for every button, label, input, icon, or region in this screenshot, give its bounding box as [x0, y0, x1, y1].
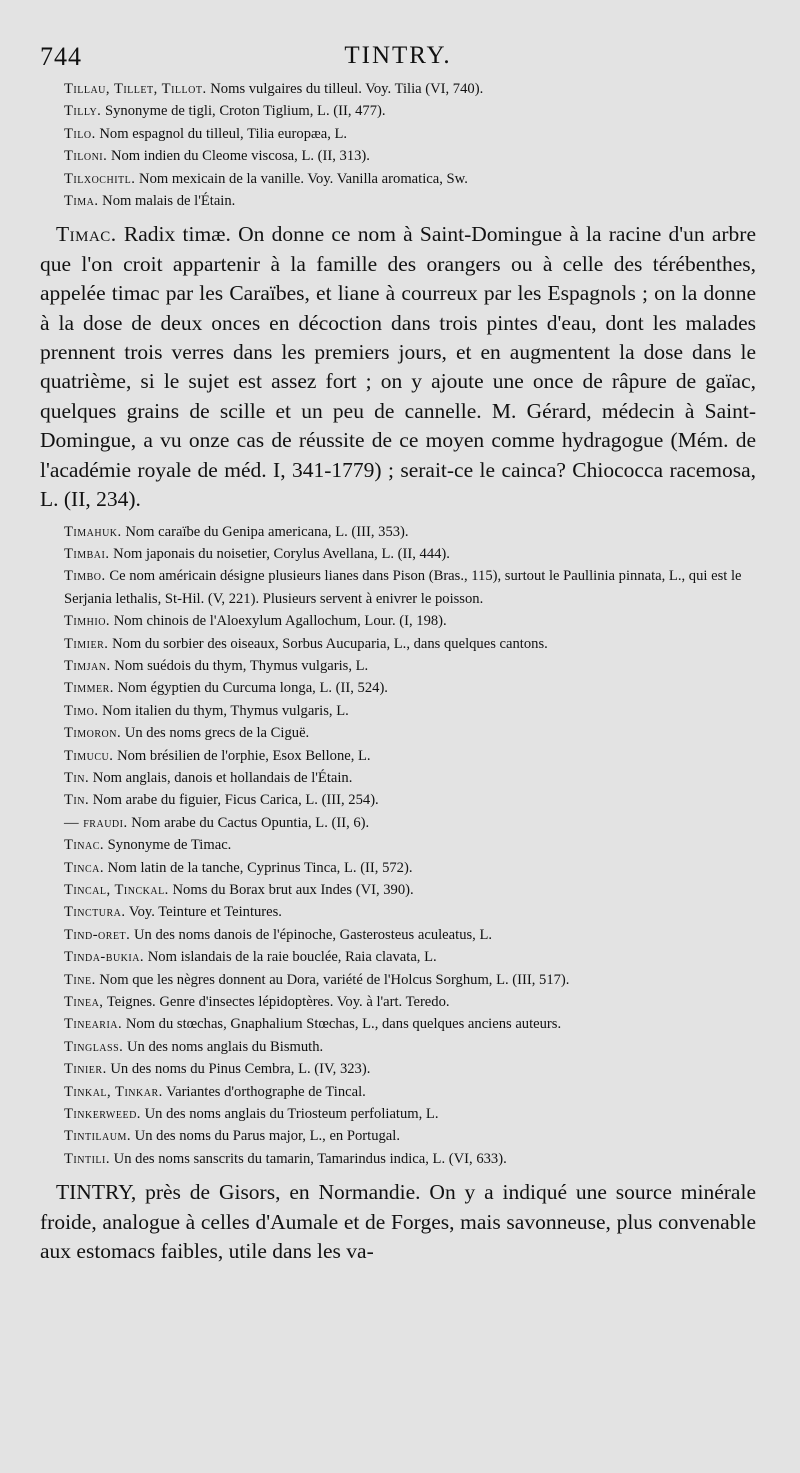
- entry-text: Nom islandais de la raie bouclée, Raia clavata, L.: [147, 949, 437, 966]
- entry-head: Timoron.: [64, 725, 122, 742]
- entry: [48, 722, 756, 744]
- tintry-entry: [40, 1178, 756, 1266]
- entry-text: Nom égyptien du Curcuma longa, L. (II, 524).: [117, 680, 388, 697]
- entry-head: Tincal, Tinckal.: [64, 882, 169, 898]
- entry-head: Tinglass.: [64, 1038, 124, 1055]
- entry-head: Tinda-bukia.: [64, 949, 145, 966]
- entry-head: Tinier.: [64, 1061, 107, 1078]
- entry-text: Un des noms grecs de la Ciguë.: [124, 725, 310, 742]
- entry-text: Nom mexicain de la vanille. Voy. Vanilla aromatica, Sw.: [139, 170, 468, 187]
- entry-head: Tin.: [64, 792, 90, 809]
- entry-text: Un des noms anglais du Bismuth.: [126, 1038, 324, 1055]
- entry-head: Tind-oret.: [64, 926, 131, 943]
- entry-head: Timucu.: [64, 747, 114, 764]
- entry-head: Tinkerweed.: [64, 1106, 141, 1123]
- page-header: [40, 40, 756, 74]
- entry-text: Un des noms sanscrits du tamarin, Tamarindus indica, L. (VI, 633).: [113, 1150, 507, 1167]
- entry-text: Noms vulgaires du tilleul. Voy. Tilia (VI, 740).: [210, 81, 484, 97]
- entry: [48, 901, 756, 923]
- entry-text: Nom arabe du figuier, Ficus Carica, L. (III, 254).: [92, 792, 379, 809]
- entry-text: Nom du sorbier des oiseaux, Sorbus Aucuparia, L., dans quelques cantons.: [112, 635, 548, 652]
- entry-head: Timahuk.: [64, 523, 122, 540]
- entry-text: Teignes. Genre d'insectes lépidoptères. Voy. à l'art. Teredo.: [106, 994, 450, 1011]
- entry: [48, 812, 756, 834]
- entry-head: Timier.: [64, 635, 109, 652]
- entry-text: Nom anglais, danois et hollandais de l'Étain.: [92, 769, 353, 786]
- entry-text: Synonyme de Timac.: [107, 837, 232, 854]
- entry-head: TINTRY,: [56, 1180, 137, 1205]
- entry: [48, 565, 756, 610]
- entry: [48, 190, 756, 212]
- entry-head: Tine.: [64, 971, 96, 988]
- entry-text: Nom espagnol du tilleul, Tilia europæa, L.: [99, 125, 348, 142]
- entry: [48, 123, 756, 145]
- entry-text: Nom malais de l'Étain.: [102, 193, 236, 210]
- entry-head: Tintilaum.: [64, 1128, 131, 1145]
- entry: [48, 1036, 756, 1058]
- entry: [48, 677, 756, 699]
- entry-text: Radix timæ. On donne ce nom à Saint-Domingue à la racine d'un arbre que l'on croit appartenir à la famille des orangers ou à celle des térébenthes, appelée timac par les Caraïbes, et liane à courreux par les Espagnols ; on la donne à la dose de deux onces en décoction dans trois pintes d'eau, dont les malades prennent trois verres dans les premiers jours, et en augmentent la dose dans le quatrième, si le sujet est assez fort ; on y ajoute une once de râpure de gaïac, quelques grains de scille et un peu de cannelle. M. Gérard, médecin à Saint-Domingue, a vu onze cas de réussite de ce moyen comme hydragogue (Mém. de l'académie royale de méd. I, 341-1779) ; serait-ce le cainca? Chiococca racemosa, L. (II, 234).: [40, 222, 757, 512]
- entry-text: près de Gisors, en Normandie. On y a indiqué une source minérale froide, analogue à celles d'Aumale et de Forges, mais savonneuse, plus convenable aux estomacs faibles, utile dans les va-: [40, 1180, 756, 1264]
- entry: [48, 610, 756, 632]
- entry: [48, 1013, 756, 1035]
- entry: [48, 789, 756, 811]
- entry-text: Nom arabe du Cactus Opuntia, L. (II, 6).: [131, 814, 370, 831]
- entry-head: — fraudi.: [64, 814, 128, 831]
- entry-head: Timmer.: [64, 680, 114, 697]
- entry-text: Un des noms du Parus major, L., en Portugal.: [134, 1128, 400, 1145]
- entry-text: Nom que les nègres donnent au Dora, variété de l'Holcus Sorghum, L. (III, 517).: [99, 971, 570, 988]
- entry-head: Tilxochitl.: [64, 170, 136, 187]
- entry-head: Tilo.: [64, 125, 96, 142]
- entry-text: Un des noms du Pinus Cembra, L. (IV, 323).: [110, 1061, 371, 1078]
- entry: [48, 1125, 756, 1147]
- entry-text: Nom suédois du thym, Thymus vulgaris, L.: [114, 657, 369, 674]
- entry-head: Tinkal, Tinkar.: [64, 1083, 163, 1100]
- entry: [48, 78, 756, 100]
- entry-text: Nom indien du Cleome viscosa, L. (II, 313).: [110, 148, 370, 165]
- entry: [48, 857, 756, 879]
- entry-head: Tinctura.: [64, 904, 126, 921]
- entry-head: Timo.: [64, 702, 99, 719]
- timac-entry: [40, 220, 756, 514]
- entry-text: Nom japonais du noisetier, Corylus Avellana, L. (II, 444).: [113, 545, 450, 562]
- entry-head: Tinea,: [64, 994, 104, 1011]
- entry: [48, 969, 756, 991]
- entry: [48, 655, 756, 677]
- entry-text: Un des noms anglais du Triosteum perfoliatum, L.: [144, 1106, 439, 1123]
- entry-text: Ce nom américain désigne plusieurs lianes dans Pison (Bras., 115), surtout le Paullinia pinnata, L., qui est le Serjania lethalis, St-Hil. (V, 221). Plusieurs servent à enivrer le poisson.: [64, 568, 742, 607]
- entry: [48, 834, 756, 856]
- entry-head: Tima.: [64, 193, 99, 210]
- entries-top: [48, 78, 756, 212]
- entry: [48, 168, 756, 190]
- entry-head: Tillau, Tillet, Tillot.: [64, 81, 207, 97]
- entry: [48, 745, 756, 767]
- entry-head: Tin.: [64, 769, 90, 786]
- entry: [48, 100, 756, 122]
- entry-text: Noms du Borax brut aux Indes (VI, 390).: [172, 882, 414, 898]
- entry-text: Un des noms danois de l'épinoche, Gasterosteus aculeatus, L.: [133, 926, 493, 943]
- entry-head: Tiloni.: [64, 148, 108, 165]
- entry: [48, 991, 756, 1013]
- entry-head: Tinac.: [64, 837, 105, 854]
- page-number: 744: [40, 42, 82, 71]
- entry-text: Nom chinois de l'Aloexylum Agallochum, Lour. (I, 198).: [113, 613, 447, 630]
- entry: [48, 1081, 756, 1103]
- entry-head: Tilly.: [64, 103, 102, 120]
- entry-text: Variantes d'orthographe de Tincal.: [166, 1083, 366, 1100]
- entry-head: Tinca.: [64, 859, 105, 876]
- entry-text: Nom du stœchas, Gnaphalium Stœchas, L., dans quelques anciens auteurs.: [125, 1016, 562, 1033]
- entry-head: Timac.: [56, 222, 117, 247]
- entry: [48, 1058, 756, 1080]
- entry: [48, 879, 756, 901]
- entry: [48, 543, 756, 565]
- entries-middle: [48, 521, 756, 1171]
- entry: [48, 521, 756, 543]
- entry-head: Tintili.: [64, 1150, 110, 1167]
- entry-text: Synonyme de tigli, Croton Tiglium, L. (II, 477).: [105, 103, 386, 120]
- entry: [48, 767, 756, 789]
- entry-head: Timbo.: [64, 568, 106, 585]
- entry: [48, 1103, 756, 1125]
- entry-text: Nom brésilien de l'orphie, Esox Bellone, L.: [117, 747, 371, 764]
- entry: [48, 700, 756, 722]
- entry-text: Voy. Teinture et Teintures.: [128, 904, 282, 921]
- entry-head: Timhio.: [64, 613, 111, 630]
- entry: [48, 946, 756, 968]
- entry: [48, 633, 756, 655]
- entry: [48, 924, 756, 946]
- entry-text: Nom caraïbe du Genipa americana, L. (III, 353).: [125, 523, 409, 540]
- entry: [48, 145, 756, 167]
- running-head: TINTRY.: [344, 42, 452, 69]
- entry-head: Timjan.: [64, 657, 111, 674]
- entry-text: Nom italien du thym, Thymus vulgaris, L.: [102, 702, 349, 719]
- entry: [48, 1148, 756, 1170]
- entry-head: Tinearia.: [64, 1016, 123, 1033]
- entry-text: Nom latin de la tanche, Cyprinus Tinca, L. (II, 572).: [107, 859, 413, 876]
- entry-head: Timbai.: [64, 545, 110, 562]
